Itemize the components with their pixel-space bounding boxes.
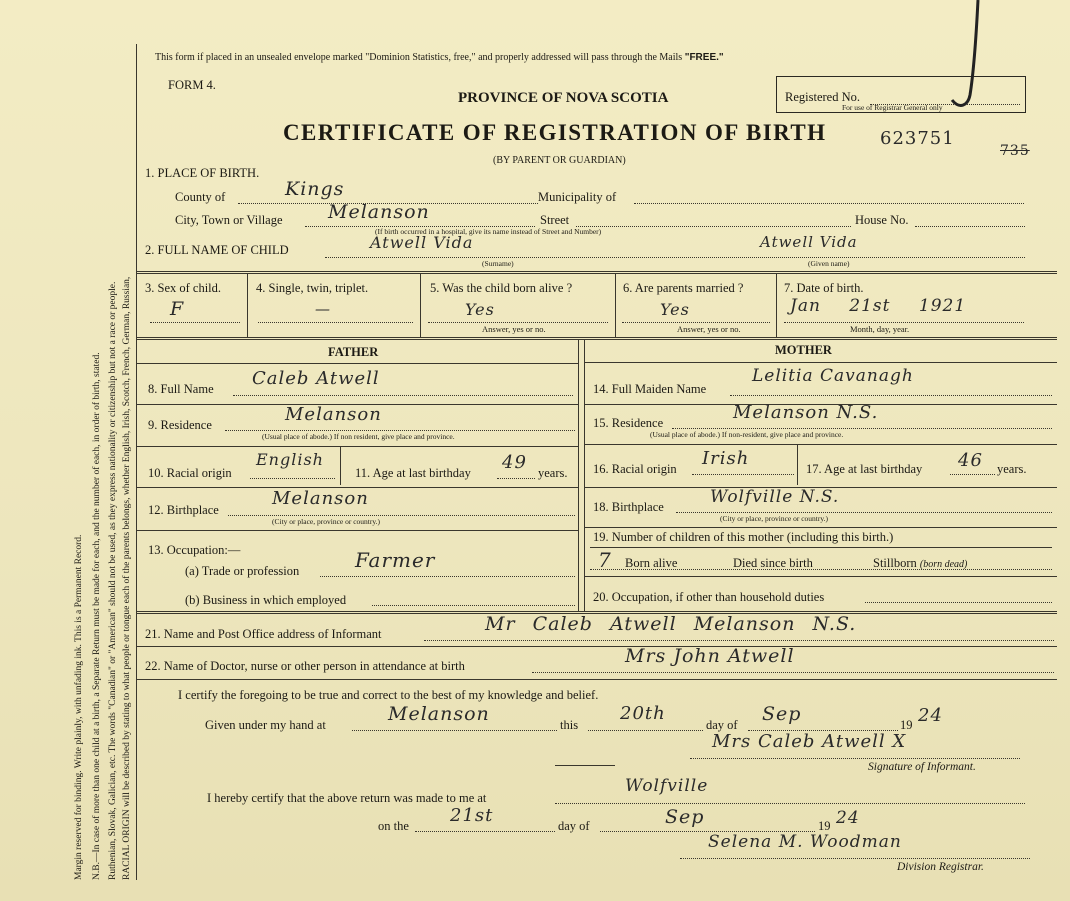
father-name-label: 8. Full Name (148, 382, 214, 396)
given-place-value: Melanson (388, 703, 490, 725)
mother-heading: MOTHER (775, 343, 832, 357)
born-alive-count: 7 (598, 548, 612, 572)
given-caption: (Given name) (808, 259, 850, 268)
multiple-birth-value: — (315, 300, 331, 318)
registrar-use-note: For use of Registrar General only (842, 103, 943, 112)
mother-age-value: 46 (958, 450, 983, 471)
sex-label: 3. Sex of child. (145, 281, 222, 295)
father-birthplace-caption: (City or place, province or country.) (272, 517, 381, 526)
given-this-label: this (560, 718, 579, 732)
certificate-title: CERTIFICATE OF REGISTRATION OF BIRTH (283, 120, 827, 145)
registrar-place-value: Wolfville (625, 776, 709, 796)
given-month-value: Sep (762, 703, 802, 725)
father-occupation-label: 13. Occupation:— (148, 543, 241, 557)
born-alive-label: 5. Was the child born alive ? (430, 281, 573, 295)
married-value: Yes (660, 300, 690, 319)
registrar-certify-text: I hereby certify that the above return was made to me at (207, 791, 487, 805)
registered-label: Registered No. (785, 90, 860, 104)
mother-residence-value: Melanson N.S. (733, 402, 879, 423)
informant-signature-caption: Signature of Informant. (868, 761, 976, 773)
mother-birthplace-label: 18. Birthplace (593, 500, 664, 514)
mail-notice: This form if placed in an unsealed envelope marked "Dominion Statistics, free," and properly addressed will pass through the Mails "FREE." (155, 52, 724, 63)
mother-residence-label: 15. Residence (593, 416, 664, 430)
father-business-label: (b) Business in which employed (185, 593, 347, 607)
form-number: FORM 4. (168, 78, 216, 92)
mother-age-label: 17. Age at last birthday (806, 462, 923, 476)
dob-label: 7. Date of birth. (784, 281, 864, 295)
father-trade-label: (a) Trade or profession (185, 564, 300, 578)
struck-number: 735 (1000, 143, 1030, 159)
father-age-unit: years. (538, 466, 568, 480)
father-racial-label: 10. Racial origin (148, 466, 232, 480)
registrar-day-of-label: day of (558, 819, 590, 833)
died-since-birth-label: Died since birth (733, 556, 813, 570)
informant-signature: Mrs Caleb Atwell X (712, 731, 907, 752)
municipality-label: Municipality of (538, 190, 617, 204)
province-title: PROVINCE OF NOVA SCOTIA (458, 90, 669, 106)
father-name-value: Caleb Atwell (252, 368, 380, 389)
father-residence-value: Melanson (285, 404, 382, 425)
doctor-label: 22. Name of Doctor, nurse or other person in attendance at birth (145, 659, 465, 673)
mother-racial-value: Irish (702, 448, 750, 469)
father-racial-value: English (256, 450, 324, 469)
born-alive-count-label: Born alive (625, 556, 678, 570)
mother-children-label: 19. Number of children of this mother (including this birth.) (593, 530, 894, 544)
city-value: Melanson (328, 201, 430, 223)
registrar-day-value: 21st (450, 805, 494, 826)
house-label: House No. (855, 213, 909, 227)
registrar-month-value: Sep (665, 806, 705, 828)
mother-birthplace-caption: (City or place, province or country.) (720, 514, 829, 523)
registrar-year-prefix: 19 (818, 819, 831, 833)
mother-name-value: Lelitia Cavanagh (752, 366, 914, 386)
given-year-prefix: 19 (900, 718, 913, 732)
margin-binding-note: Margin reserved for binding. Write plainly, with unfading ink. This is a Permanent Record. (74, 534, 84, 880)
child-name-label: 2. FULL NAME OF CHILD (145, 243, 289, 257)
given-at-label: Given under my hand at (205, 718, 326, 732)
sex-value: F (170, 298, 185, 320)
registrar-signature: Selena M. Woodman (708, 832, 902, 852)
child-given-value: Atwell Vida (760, 233, 858, 251)
multiple-birth-label: 4. Single, twin, triplet. (256, 281, 369, 295)
informant-value: Mr Caleb Atwell Melanson N.S. (485, 613, 857, 635)
city-label: City, Town or Village (175, 213, 283, 227)
registered-number: 623751 (880, 128, 955, 149)
place-heading: 1. PLACE OF BIRTH. (145, 166, 260, 180)
margin-racial-note: RACIAL ORIGIN will be described by stating to what people or tongue each of the parents belongs, whether English, Irish, Scotch, French, German, Russian, (122, 276, 132, 880)
doctor-value: Mrs John Atwell (625, 645, 795, 667)
married-caption: Answer, yes or no. (677, 324, 741, 334)
father-trade-value: Farmer (355, 548, 436, 572)
certify-text: I certify the foregoing to be true and correct to the best of my knowledge and belief. (178, 688, 599, 702)
mother-birthplace-value: Wolfville N.S. (710, 487, 840, 507)
county-label: County of (175, 190, 226, 204)
registrar-signature-caption: Division Registrar. (897, 861, 984, 873)
surname-caption: (Surname) (482, 259, 514, 268)
father-residence-label: 9. Residence (148, 418, 212, 432)
mother-age-unit: years. (997, 462, 1027, 476)
mother-abode-caption: (Usual place of abode.) If non-resident, give place and province. (650, 430, 844, 439)
born-alive-value: Yes (465, 300, 495, 319)
father-abode-caption: (Usual place of abode.) If non resident, give place and province. (262, 432, 455, 441)
father-age-label: 11. Age at last birthday (355, 466, 471, 480)
ink-stroke-mark (930, 0, 1010, 120)
margin-racial-note-2: Ruthenian, Slovak, Galician, etc. The words "Canadian" or "American" should not be used, as they express nationality or citizenship but not a race or people. (108, 281, 118, 880)
registrar-year-value: 24 (836, 808, 860, 828)
county-value: Kings (285, 178, 345, 200)
mother-occupation-label: 20. Occupation, if other than household duties (593, 590, 825, 604)
registrar-on-the-label: on the (378, 819, 409, 833)
father-heading: FATHER (328, 345, 379, 359)
margin-nb-note: N.B.—In case of more than one child at a birth, a Separate Return must be made for each, and the number of each, in order of birth, stated. (92, 352, 102, 880)
certificate-subtitle: (BY PARENT OR GUARDIAN) (493, 155, 626, 166)
binding-margin-line (136, 44, 137, 880)
mother-name-label: 14. Full Maiden Name (593, 382, 707, 396)
dob-caption: Month, day, year. (850, 324, 910, 334)
father-birthplace-label: 12. Birthplace (148, 503, 219, 517)
child-surname-value: Atwell Vida (370, 233, 474, 252)
married-label: 6. Are parents married ? (623, 281, 744, 295)
dob-value: Jan 21st 1921 (790, 296, 967, 316)
given-day-of-label: day of (706, 718, 738, 732)
stillborn-label: Stillborn (born dead) (873, 556, 968, 570)
born-alive-caption: Answer, yes or no. (482, 324, 546, 334)
informant-label: 21. Name and Post Office address of Informant (145, 627, 382, 641)
mother-racial-label: 16. Racial origin (593, 462, 677, 476)
hospital-note: (If birth occurred in a hospital, give its name instead of Street and Number) (375, 227, 602, 236)
street-label: Street (540, 213, 570, 227)
given-year-value: 24 (918, 705, 943, 726)
father-age-value: 49 (502, 452, 527, 473)
given-day-value: 20th (620, 703, 666, 724)
father-birthplace-value: Melanson (272, 488, 369, 509)
